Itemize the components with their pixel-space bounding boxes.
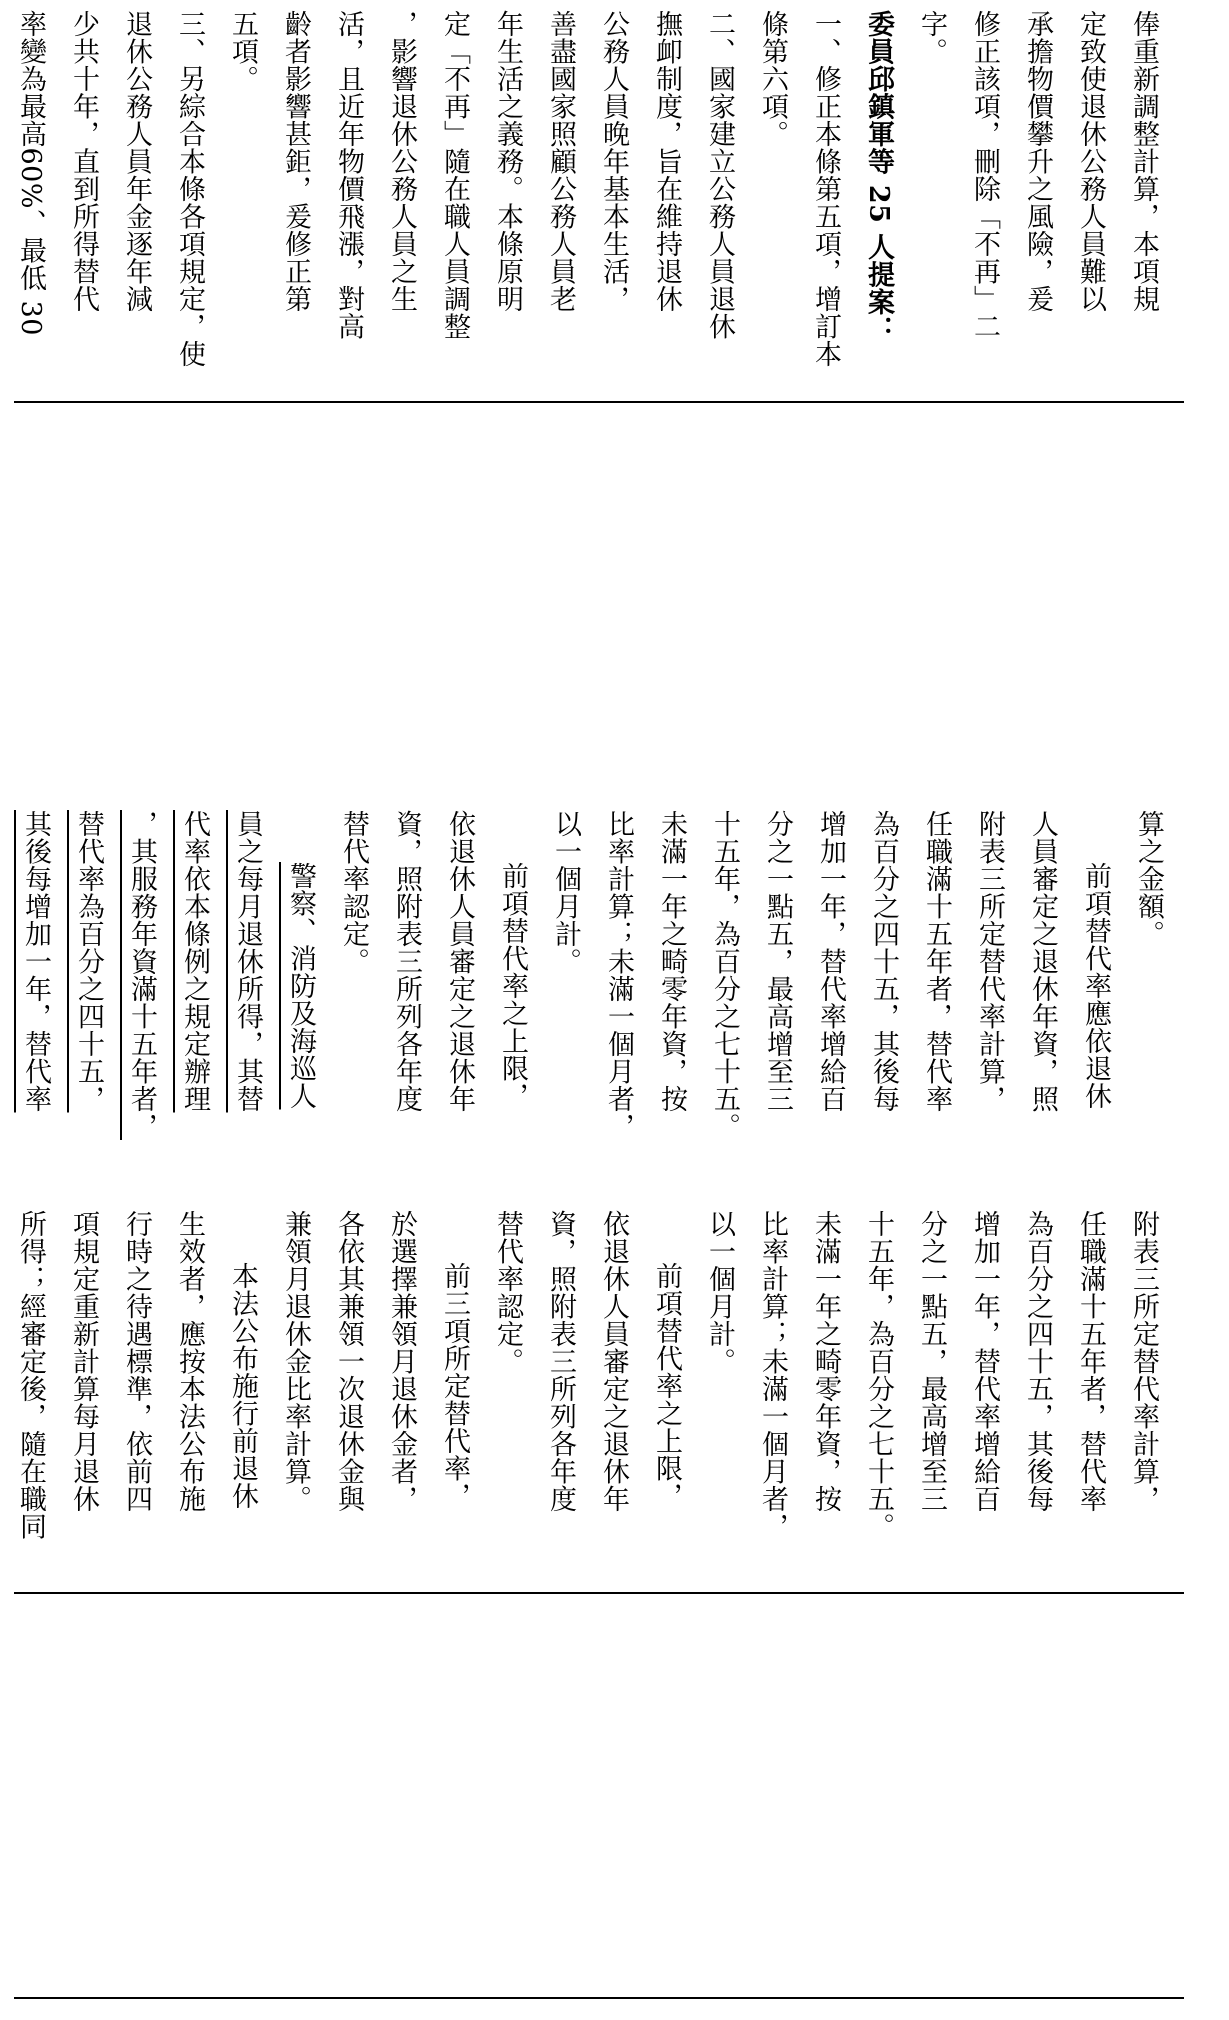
text-line: 人員審定之退休年資，照 [1027, 810, 1058, 1113]
text-line: 五項。 [227, 10, 258, 93]
text-line: ，其服務年資滿十五年者， [126, 810, 157, 1140]
text-line: 比率計算；未滿一個月者， [757, 1210, 788, 1540]
text-line: 字。 [916, 10, 947, 65]
text-line: 前項替代率之上限， [497, 862, 528, 1110]
text-line: 替代率認定。 [492, 1210, 523, 1375]
text-line: 定「不再」隨在職人員調整 [439, 10, 470, 340]
lower-text-cell [15, 1210, 1170, 1585]
text-line: 率變為最高60%、最低 30 [15, 10, 46, 336]
text-line: 齡者影響甚鉅，爰修正第 [280, 10, 311, 313]
text-line: 承擔物價攀升之風險，爰 [1022, 10, 1053, 313]
text-line: 警察、消防及海巡人 [285, 862, 316, 1110]
text-line: 兼領月退休金比率計算。 [280, 1210, 311, 1513]
text-line: 定致使退休公務人員難以 [1075, 10, 1106, 313]
text-line: 任職滿十五年者，替代率 [1075, 1210, 1106, 1513]
text-line: 委員邱鎮軍等 25 人提案： [863, 10, 894, 344]
text-line: 替代率為百分之四十五， [73, 810, 104, 1113]
text-line: 三、另綜合本條各項規定，使 [174, 10, 205, 368]
text-line: 附表三所定替代率計算， [1128, 1210, 1159, 1513]
text-line: 本法公布施行前退休 [227, 1262, 258, 1510]
text-line: 年生活之義務。本條原明 [492, 10, 523, 313]
text-line: 算之金額。 [1133, 810, 1164, 948]
text-line: 十五年，為百分之七十五。 [709, 810, 740, 1140]
text-line: 前項替代率應依退休 [1080, 862, 1111, 1110]
upper-text-cell [15, 10, 1170, 395]
text-line: 一、修正本條第五項，增訂本 [810, 10, 841, 368]
horizontal-rule [14, 1592, 1184, 1594]
text-line: 十五年，為百分之七十五。 [863, 1210, 894, 1540]
text-line: 以一個月計。 [704, 1210, 735, 1375]
text-line: 增加一年，替代率增給百 [815, 810, 846, 1113]
middle-text-cell [20, 810, 1175, 1190]
horizontal-rule [14, 401, 1184, 403]
text-line: 二、國家建立公務人員退休 [704, 10, 735, 340]
text-line: 生效者，應按本法公布施 [174, 1210, 205, 1513]
text-line: ，影響退休公務人員之生 [386, 10, 417, 313]
text-line: 為百分之四十五，其後每 [868, 810, 899, 1113]
text-line: 分之一點五，最高增至三 [762, 810, 793, 1113]
text-line: 分之一點五，最高增至三 [916, 1210, 947, 1513]
text-line: 活，且近年物價飛漲，對高 [333, 10, 364, 340]
text-line: 以一個月計。 [550, 810, 581, 975]
text-line: 少共十年，直到所得替代 [68, 10, 99, 313]
text-line: 項規定重新計算每月退休 [68, 1210, 99, 1513]
text-line: 撫卹制度，旨在維持退休 [651, 10, 682, 313]
text-line: 為百分之四十五，其後每 [1022, 1210, 1053, 1513]
text-line: 未滿一年之畸零年資，按 [810, 1210, 841, 1513]
text-line: 依退休人員審定之退休年 [444, 810, 475, 1113]
text-line: 增加一年，替代率增給百 [969, 1210, 1000, 1513]
text-line: 任職滿十五年者，替代率 [921, 810, 952, 1113]
text-line: 行時之待遇標準，依前四 [121, 1210, 152, 1513]
text-line: 善盡國家照顧公務人員老 [545, 10, 576, 313]
text-line: 其後每增加一年，替代率 [20, 810, 51, 1113]
text-line: 所得；經審定後，隨在職同 [15, 1210, 46, 1540]
text-line: 附表三所定替代率計算， [974, 810, 1005, 1113]
text-line: 修正該項，刪除「不再」二 [969, 10, 1000, 340]
text-line: 公務人員晚年基本生活， [598, 10, 629, 313]
text-line: 俸重新調整計算，本項規 [1128, 10, 1159, 313]
text-line: 資，照附表三所列各年度 [391, 810, 422, 1113]
text-line: 替代率認定。 [338, 810, 369, 975]
horizontal-rule [14, 1997, 1184, 1999]
text-line: 條第六項。 [757, 10, 788, 148]
text-line: 比率計算；未滿一個月者， [603, 810, 634, 1140]
text-line: 各依其兼領一次退休金與 [333, 1210, 364, 1513]
text-line: 前三項所定替代率， [439, 1262, 470, 1510]
text-line: 未滿一年之畸零年資，按 [656, 810, 687, 1113]
text-line: 資，照附表三所列各年度 [545, 1210, 576, 1513]
text-line: 代率依本條例之規定辦理 [179, 810, 210, 1113]
text-line: 退休公務人員年金逐年減 [121, 10, 152, 313]
text-line: 前項替代率之上限， [651, 1262, 682, 1510]
text-line: 依退休人員審定之退休年 [598, 1210, 629, 1513]
text-line: 於選擇兼領月退休金者， [386, 1210, 417, 1513]
text-line: 員之每月退休所得，其替 [232, 810, 263, 1113]
